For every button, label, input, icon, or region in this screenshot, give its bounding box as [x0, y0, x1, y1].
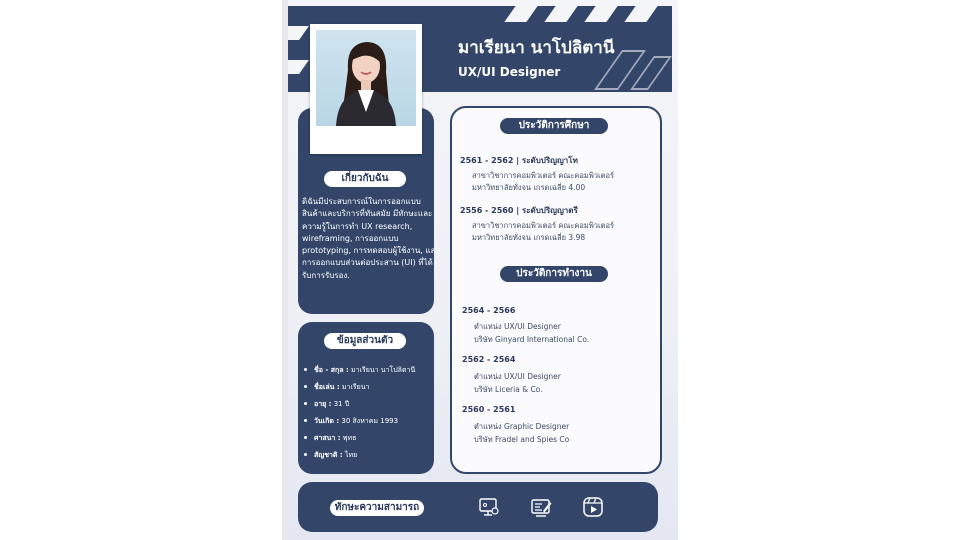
banner-stripe [288, 26, 309, 40]
job-company: บริษัท Liceria & Co. [474, 385, 543, 394]
job-company: บริษัท Ginyard International Co. [474, 335, 590, 344]
info-item [304, 380, 415, 397]
design-monitor-icon [478, 496, 500, 518]
education-degree: 2556 - 2560 | ระดับปริญญาตรี [460, 206, 578, 215]
banner-stripe [288, 60, 309, 74]
job-role: UX/UI Designer [458, 65, 561, 79]
personal-info-list [304, 363, 415, 465]
info-label: ชื่อ - สกุล : [314, 366, 349, 374]
info-value: ไทย [344, 451, 358, 459]
person-name: มาเรียนา นาโปลิตานี [458, 38, 615, 58]
work-heading: ประวัติการทำงาน [500, 266, 608, 282]
info-item [304, 448, 415, 465]
person-portrait [316, 30, 416, 126]
personal-heading: ข้อมูลส่วนตัว [324, 333, 406, 349]
education-detail: สาขาวิชาการคอมพิวเตอร์ คณะคอมพิวเตอร์ [472, 171, 614, 180]
info-value: 30 สิงหาคม 1993 [341, 417, 399, 425]
photo-frame [310, 24, 422, 154]
about-heading: เกี่ยวกับฉัน [324, 171, 406, 187]
about-text: ดิฉันมีประสบการณ์ในการออกแบบสินค้าและบริการที่ทันสมัย มีทักษะและความรู้ในการทำ UX research, wireframing, การออกแบบ prototyping, การทดสอบผู้ใช้งาน, และการออกแบบส่วนต่อประสาน (UI) ที่ได้รับการรับรอง. [302, 197, 440, 280]
info-item [304, 397, 415, 414]
education-degree: 2561 - 2562 | ระดับปริญญาโท [460, 156, 578, 165]
education-detail: มหาวิทยาลัยทั่งจน เกรดเฉลี่ย 4.00 [472, 183, 586, 192]
info-item [304, 414, 415, 431]
profile-photo [316, 30, 416, 126]
info-value: พุทธ [342, 434, 357, 442]
resume-page [282, 0, 678, 540]
info-label: ศาสนา : [314, 434, 341, 442]
education-detail: มหาวิทยาลัยทั่งจน เกรดเฉลี่ย 3.98 [472, 233, 586, 242]
skills-heading: ทักษะความสามารถ [330, 500, 424, 516]
banner-stripe [544, 6, 577, 22]
job-years: 2560 - 2561 [462, 405, 516, 414]
education-detail: สาขาวิชาการคอมพิวเตอร์ คณะคอมพิวเตอร์ [472, 221, 614, 230]
banner-stripe [504, 6, 537, 22]
job-company: บริษัท Fradel and Spies Co [474, 435, 570, 444]
video-play-icon [582, 496, 604, 518]
job-years: 2564 - 2566 [462, 306, 516, 315]
info-item [304, 431, 415, 448]
info-label: วันเกิด : [314, 417, 340, 425]
banner-stripe [624, 6, 657, 22]
info-label: สัญชาติ : [314, 451, 343, 459]
banner-stripe [584, 6, 617, 22]
info-item [304, 363, 415, 380]
drawing-tablet-icon [530, 496, 552, 518]
info-value: มาเรียนา [341, 383, 370, 391]
job-position: ตำแหน่ง UX/UI Designer [474, 322, 561, 331]
info-label: อายุ : [314, 400, 332, 408]
info-value: 31 ปี [333, 400, 350, 408]
skills-bar [298, 482, 658, 532]
job-position: ตำแหน่ง Graphic Designer [474, 422, 570, 431]
info-label: ชื่อเล่น : [314, 383, 340, 391]
job-position: ตำแหน่ง UX/UI Designer [474, 372, 561, 381]
info-value: มาเรียนา นาโปลิตานี [351, 366, 416, 374]
education-heading: ประวัติการศึกษา [500, 118, 608, 134]
job-years: 2562 - 2564 [462, 355, 516, 364]
